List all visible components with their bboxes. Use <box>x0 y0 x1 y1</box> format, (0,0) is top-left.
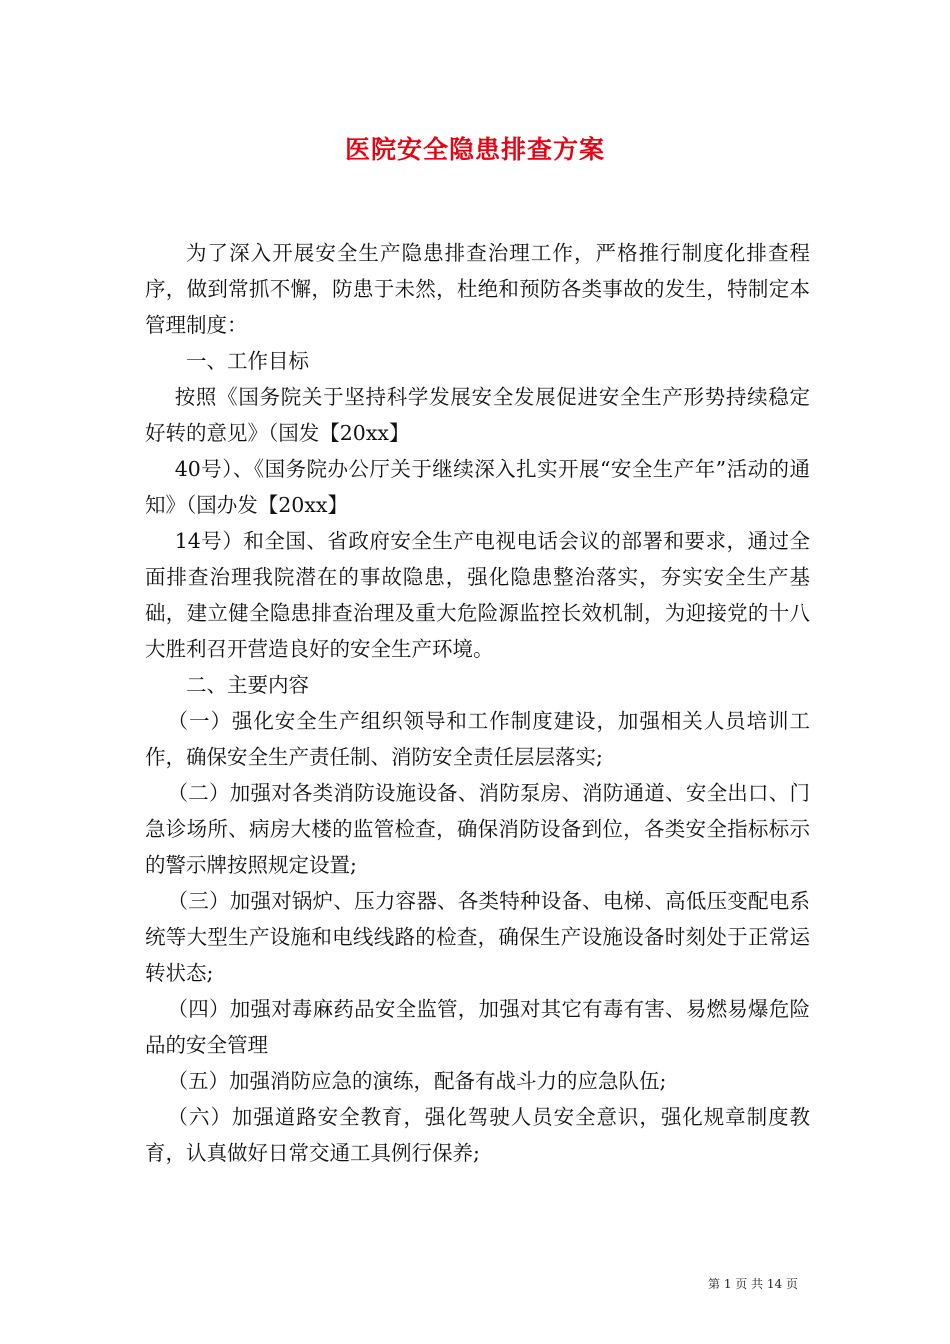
section-heading-content: 二、主要内容 <box>186 673 309 697</box>
goals-paragraph-3: 14号）和全国、省政府安全生产电视电话会议的部署和要求，通过全面排查治理我院潜在的事故隐患，强化隐患整治落实，夯实安全生产基础，建立健全隐患排查治理及重大危险源监控长效机制，为迎接党的十八大胜利召开营造良好的安全生产环境。 <box>145 529 810 661</box>
intro-paragraph: 为了深入开展安全生产隐患排查治理工作，严格推行制度化排查程序，做到常抓不懈，防患于未然，杜绝和预防各类事故的发生，特制定本管理制度： <box>145 241 810 337</box>
content-item-3: （三）加强对锅炉、压力容器、各类特种设备、电梯、高低压变配电系统等大型生产设施和电线线路的检查，确保生产设施设备时刻处于正常运转状态; <box>145 889 810 985</box>
content-item-2: （二）加强对各类消防设施设备、消防泵房、消防通道、安全出口、门急诊场所、病房大楼的监管检查，确保消防设备到位，各类安全指标标示的警示牌按照规定设置; <box>145 781 810 877</box>
content-item-6: （六）加强道路安全教育，强化驾驶人员安全意识，强化规章制度教育，认真做好日常交通工具例行保养; <box>145 1105 810 1165</box>
section-heading-goals: 一、工作目标 <box>186 349 309 373</box>
content-item-1: （一）强化安全生产组织领导和工作制度建设，加强相关人员培训工作，确保安全生产责任制、消防安全责任层层落实; <box>145 709 810 769</box>
page-number: 第 1 页 共 14 页 <box>708 1277 798 1291</box>
document-body <box>145 235 810 1171</box>
content-item-5: （五）加强消防应急的演练，配备有战斗力的应急队伍; <box>167 1069 667 1093</box>
goals-paragraph-1: 按照《国务院关于坚持科学发展安全发展促进安全生产形势持续稳定好转的意见》（国发【20xx】 <box>145 385 810 445</box>
content-item-4: （四）加强对毒麻药品安全监管，加强对其它有毒有害、易燃易爆危险品的安全管理 <box>145 997 810 1057</box>
goals-paragraph-2: 40号）、《国务院办公厅关于继续深入扎实开展“安全生产年”活动的通知》（国办发【20xx】 <box>145 457 810 517</box>
document-title: 医院安全隐患排查方案 <box>344 135 605 164</box>
